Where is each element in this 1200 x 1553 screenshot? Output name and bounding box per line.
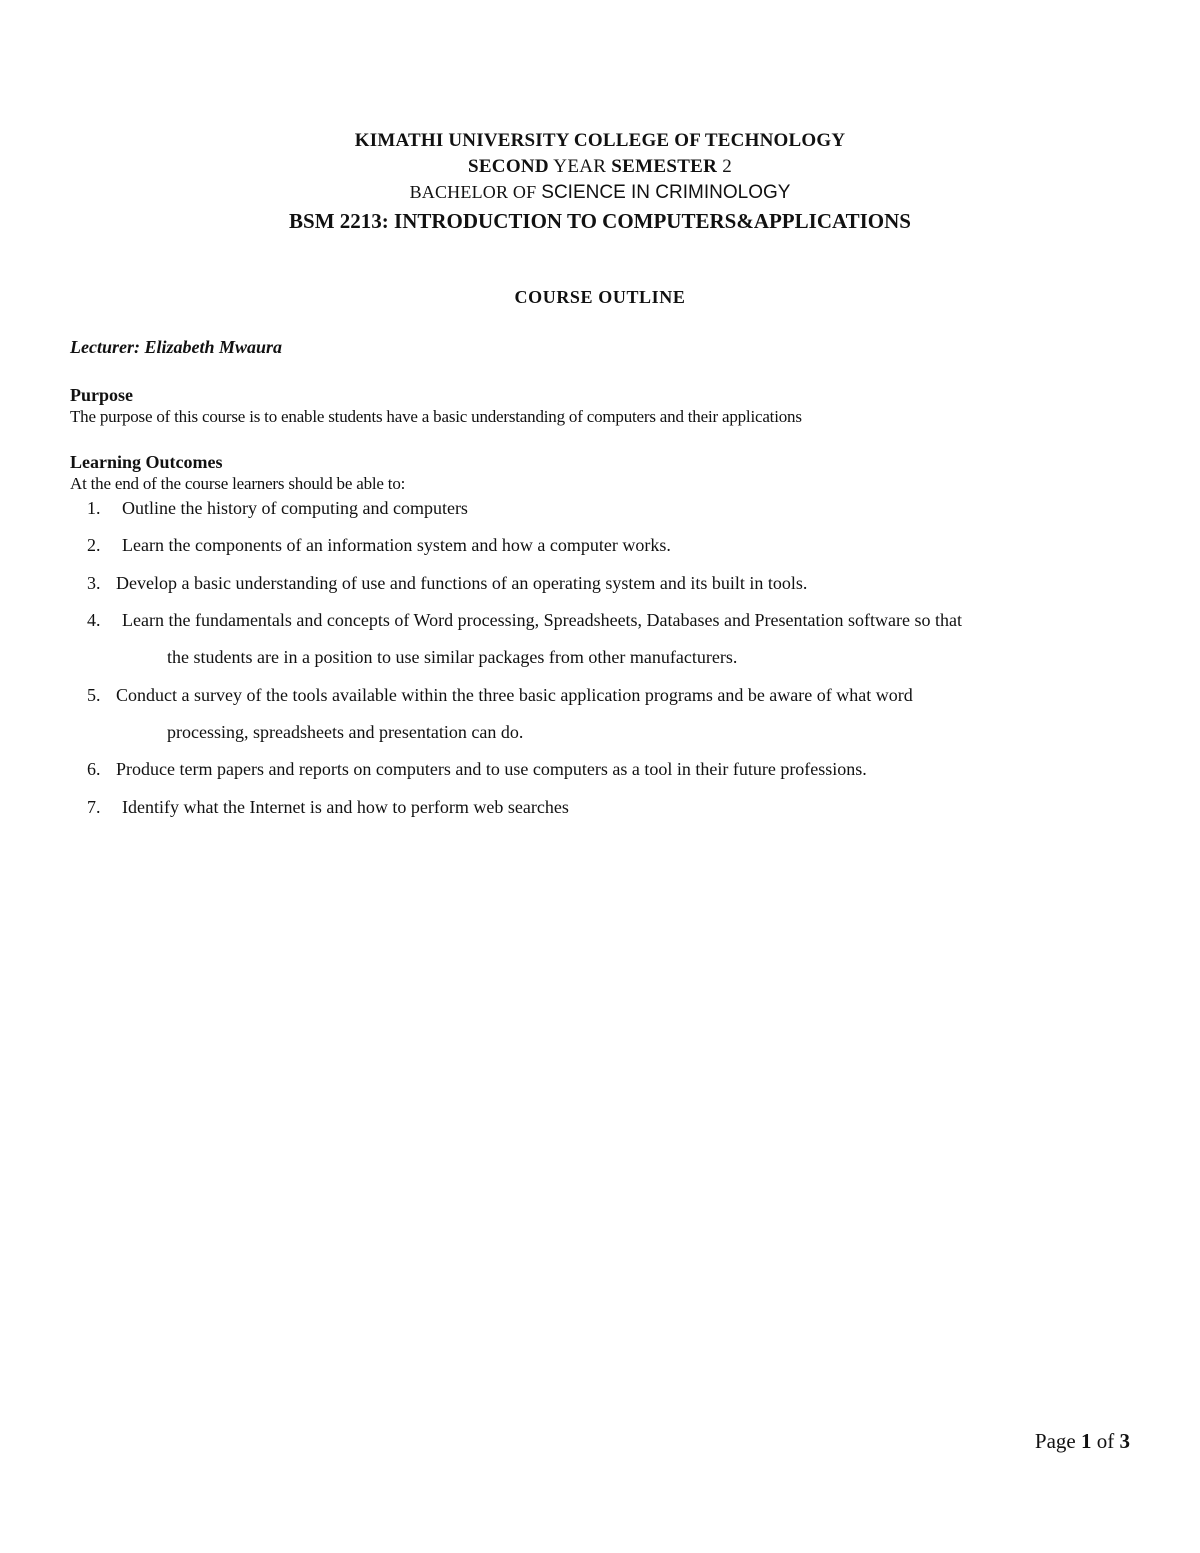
course-code-title: BSM 2213: INTRODUCTION TO COMPUTERS&APPLICATIONS [289, 209, 911, 233]
course-outline-title: COURSE OUTLINE [514, 287, 686, 307]
degree-name: SCIENCE IN CRIMINOLOGY [541, 182, 791, 203]
list-item-text: Produce term papers and reports on computers and to use computers as a tool in their future professions. [116, 759, 867, 779]
of-word: of [1096, 1429, 1115, 1453]
learning-outcomes-heading: Learning Outcomes [70, 452, 223, 472]
list-item-text: Learn the components of an information system and how a computer works. [122, 535, 671, 555]
list-item-number: 4. [87, 610, 101, 630]
list-item-number: 5. [87, 685, 101, 705]
list-item-number: 6. [87, 759, 101, 779]
semester-word: SEMESTER [611, 156, 718, 177]
learning-outcomes-intro: At the end of the course learners should be able to: [70, 474, 406, 493]
semester-number: 2 [722, 156, 733, 177]
page-number-footer [1035, 1427, 1130, 1455]
list-item-number: 3. [87, 573, 101, 593]
lecturer-line: Lecturer: Elizabeth Mwaura [70, 337, 283, 357]
list-item-number: 1. [87, 498, 101, 518]
institution-name: KIMATHI UNIVERSITY COLLEGE OF TECHNOLOGY [354, 130, 846, 151]
purpose-heading: Purpose [70, 385, 133, 405]
degree-prefix: BACHELOR OF [409, 182, 537, 202]
year-word-year: YEAR [553, 156, 607, 177]
list-item-number: 7. [87, 797, 101, 817]
purpose-text: The purpose of this course is to enable students have a basic understanding of computers and their applications [70, 407, 802, 426]
list-item-number: 2. [87, 535, 101, 555]
list-item-continuation: processing, spreadsheets and presentation can do. [167, 722, 524, 742]
year-word-second: SECOND [467, 156, 549, 177]
list-item-continuation: the students are in a position to use similar packages from other manufacturers. [167, 647, 738, 667]
list-item-text: Develop a basic understanding of use and functions of an operating system and its built in tools. [116, 573, 808, 593]
list-item-text: Outline the history of computing and computers [122, 498, 468, 518]
list-item-text: Identify what the Internet is and how to perform web searches [122, 797, 569, 817]
list-item-text: Conduct a survey of the tools available within the three basic application programs and be aware of what word [116, 685, 913, 705]
total-page-count: 3 [1119, 1429, 1130, 1453]
list-item-text: Learn the fundamentals and concepts of Word processing, Spreadsheets, Databases and Presentation software so that [122, 610, 962, 630]
current-page-number: 1 [1081, 1429, 1092, 1453]
page-word: Page [1034, 1429, 1076, 1453]
